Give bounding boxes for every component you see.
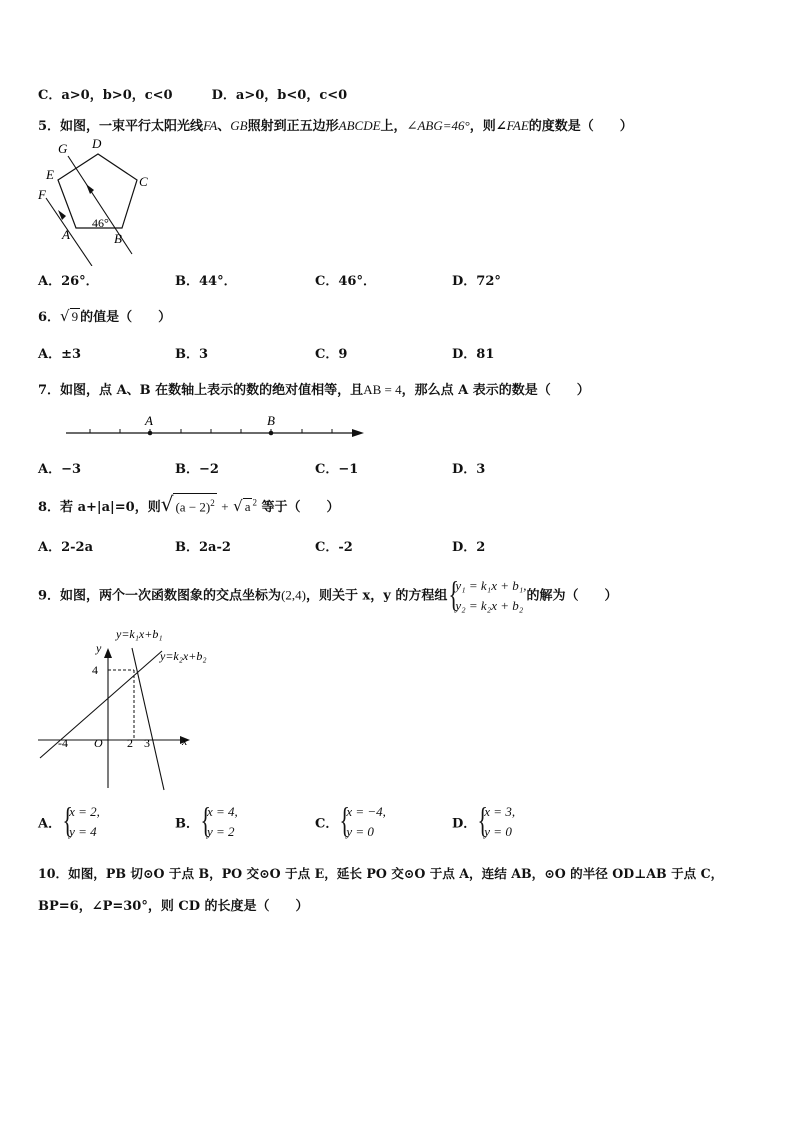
q9-number: 9． bbox=[38, 588, 61, 604]
q4-option-c: C．a>0，b>0，c<0 bbox=[38, 88, 173, 103]
label-b: B bbox=[114, 231, 122, 246]
label-neg4: -4 bbox=[58, 736, 68, 750]
axis-arrow bbox=[352, 429, 364, 437]
q7-option-b: B．−2 bbox=[175, 462, 219, 477]
label-b: B bbox=[267, 413, 275, 428]
y-arrow bbox=[104, 648, 112, 658]
label-x: x bbox=[182, 734, 188, 748]
q8-number: 8． bbox=[38, 500, 61, 515]
q9-text-a: 如图，两个一次函数图象的交点坐标为 bbox=[60, 588, 282, 604]
label-e: E bbox=[46, 167, 54, 182]
q5-text-b: 照射到正五边形 bbox=[247, 119, 339, 134]
q8-plus: + bbox=[221, 499, 229, 514]
q8-option-a: A．2-2a bbox=[38, 540, 93, 555]
q8-expr1: (a − 2) bbox=[175, 499, 211, 514]
q9-text-c: 的解为（ bbox=[526, 588, 579, 604]
label-y: y bbox=[96, 641, 102, 655]
ticks bbox=[90, 429, 332, 433]
q6-option-a: A．±3 bbox=[38, 347, 82, 362]
label-o: O bbox=[94, 736, 103, 750]
q4-options-row bbox=[38, 84, 347, 103]
q5-fa: FA bbox=[203, 118, 218, 133]
q5-option-a: A．26°． bbox=[38, 274, 99, 289]
label-line2: y=k₂x+b₂ bbox=[160, 649, 207, 663]
q7-option-d: D．3 bbox=[452, 462, 486, 477]
label-d: D bbox=[92, 136, 102, 151]
arrow-ga bbox=[86, 184, 94, 194]
q9-close: ） bbox=[604, 588, 618, 604]
q8-option-b: B．2a-2 bbox=[175, 540, 231, 555]
q5-stem bbox=[38, 115, 633, 134]
q5-text-e: 的度数是（ bbox=[528, 119, 594, 134]
q5-abcde: ABCDE bbox=[338, 118, 381, 133]
q10-line2-text: BP=6，∠P=30°，则 CD 的长度是（ bbox=[38, 899, 270, 914]
q8-text-b: 等于（ bbox=[261, 500, 301, 515]
q5-number: 5． bbox=[38, 119, 61, 134]
point-a bbox=[148, 431, 153, 436]
q5-text-a: 如图，一束平行太阳光线 bbox=[60, 119, 204, 134]
q9-option-d: D． { x = 3, y = 0 bbox=[452, 800, 516, 840]
q10-stem-line2 bbox=[38, 895, 309, 914]
q8-stem: 8．若 a+|a|=0，则√ $(a - 2)^2$ + √ a $^2$ 等于（ ） bbox=[38, 492, 340, 516]
q5-sep: 、 bbox=[217, 119, 231, 134]
q9-graph bbox=[36, 626, 236, 792]
q8-text-a: 若 a+|a|=0，则 bbox=[60, 500, 161, 515]
q5-close: ） bbox=[619, 119, 633, 134]
q6-text: 的值是（ bbox=[80, 310, 133, 325]
q9-option-a: A． { x = 2, y = 4 bbox=[38, 800, 100, 840]
q5-option-b: B．44°． bbox=[175, 274, 237, 289]
label-2: 2 bbox=[127, 736, 133, 750]
q6-option-d: D．81 bbox=[452, 347, 495, 362]
q7-text-b: ，那么点 A 表示的数是（ bbox=[401, 383, 551, 398]
q6-close: ） bbox=[158, 310, 172, 325]
q8-exp: 2 bbox=[210, 497, 215, 508]
q8-option-d: D．2 bbox=[452, 540, 486, 555]
label-g: G bbox=[58, 141, 68, 156]
label-a: A bbox=[62, 227, 70, 242]
q10-stem-line1: 10．如图，PB 切⊙O 于点 B，PO 交⊙O 于点 E，延长 PO 交⊙O 于点 A，连结 AB，⊙O 的半径 OD⊥AB 于点 C， bbox=[38, 866, 724, 881]
q7-number-line bbox=[62, 412, 372, 442]
q10-close: ） bbox=[295, 899, 309, 914]
label-4: 4 bbox=[92, 663, 98, 677]
q5-fae: FAE bbox=[506, 118, 529, 133]
q8-option-c: C．-2 bbox=[315, 540, 353, 555]
q5-option-c: C．46°． bbox=[315, 274, 376, 289]
q8-close: ） bbox=[326, 500, 340, 515]
q7-ab: AB = 4 bbox=[363, 382, 402, 397]
q8-expr2: a bbox=[244, 499, 251, 514]
q6-stem: 6．√ 9 的值是（ ） bbox=[38, 307, 172, 325]
label-f: F bbox=[38, 187, 46, 202]
q5-option-d: D．72° bbox=[452, 274, 501, 289]
label-c: C bbox=[139, 174, 148, 189]
q5-pentagon-figure bbox=[34, 136, 174, 266]
q9-option-b: B． { x = 4, y = 2 bbox=[175, 800, 238, 840]
q9-text-b: ，则关于 x，y 的方程组 bbox=[305, 588, 448, 604]
arrow-fa bbox=[58, 210, 66, 220]
label-angle: 46° bbox=[92, 216, 109, 230]
q7-stem bbox=[38, 379, 590, 398]
q5-gb: GB bbox=[230, 118, 248, 133]
q7-option-c: C．−1 bbox=[315, 462, 359, 477]
label-line1: y=k₁x+b₁ bbox=[116, 627, 163, 641]
q5-text-d: ，则∠ bbox=[469, 119, 507, 134]
q7-number: 7． bbox=[38, 383, 61, 398]
q6-number: 6． bbox=[38, 310, 61, 325]
q6-option-c: C．9 bbox=[315, 347, 348, 362]
label-3: 3 bbox=[144, 736, 150, 750]
q4-option-d: D．a>0，b<0，c<0 bbox=[211, 88, 348, 103]
q5-text-c: 上， bbox=[380, 119, 407, 134]
q7-text-a: 如图，点 A、B 在数轴上表示的数的绝对值相等，且 bbox=[60, 383, 364, 398]
q9-system: { y₁ = k₁x + b₁, y₂ = k₂x + b₂ bbox=[448, 574, 527, 614]
q9-point: (2,4) bbox=[281, 587, 306, 603]
q9-option-c: C． { x = −4, y = 0 bbox=[315, 800, 386, 840]
label-a: A bbox=[145, 413, 153, 428]
q6-option-b: B．3 bbox=[175, 347, 209, 362]
point-b bbox=[269, 431, 274, 436]
q9-stem bbox=[38, 576, 618, 616]
q6-radicand: 9 bbox=[71, 309, 79, 324]
q7-close: ） bbox=[576, 383, 590, 398]
line-1 bbox=[132, 648, 164, 790]
q5-angle: ∠ABG=46° bbox=[406, 118, 470, 133]
q7-option-a: A．−3 bbox=[38, 462, 82, 477]
